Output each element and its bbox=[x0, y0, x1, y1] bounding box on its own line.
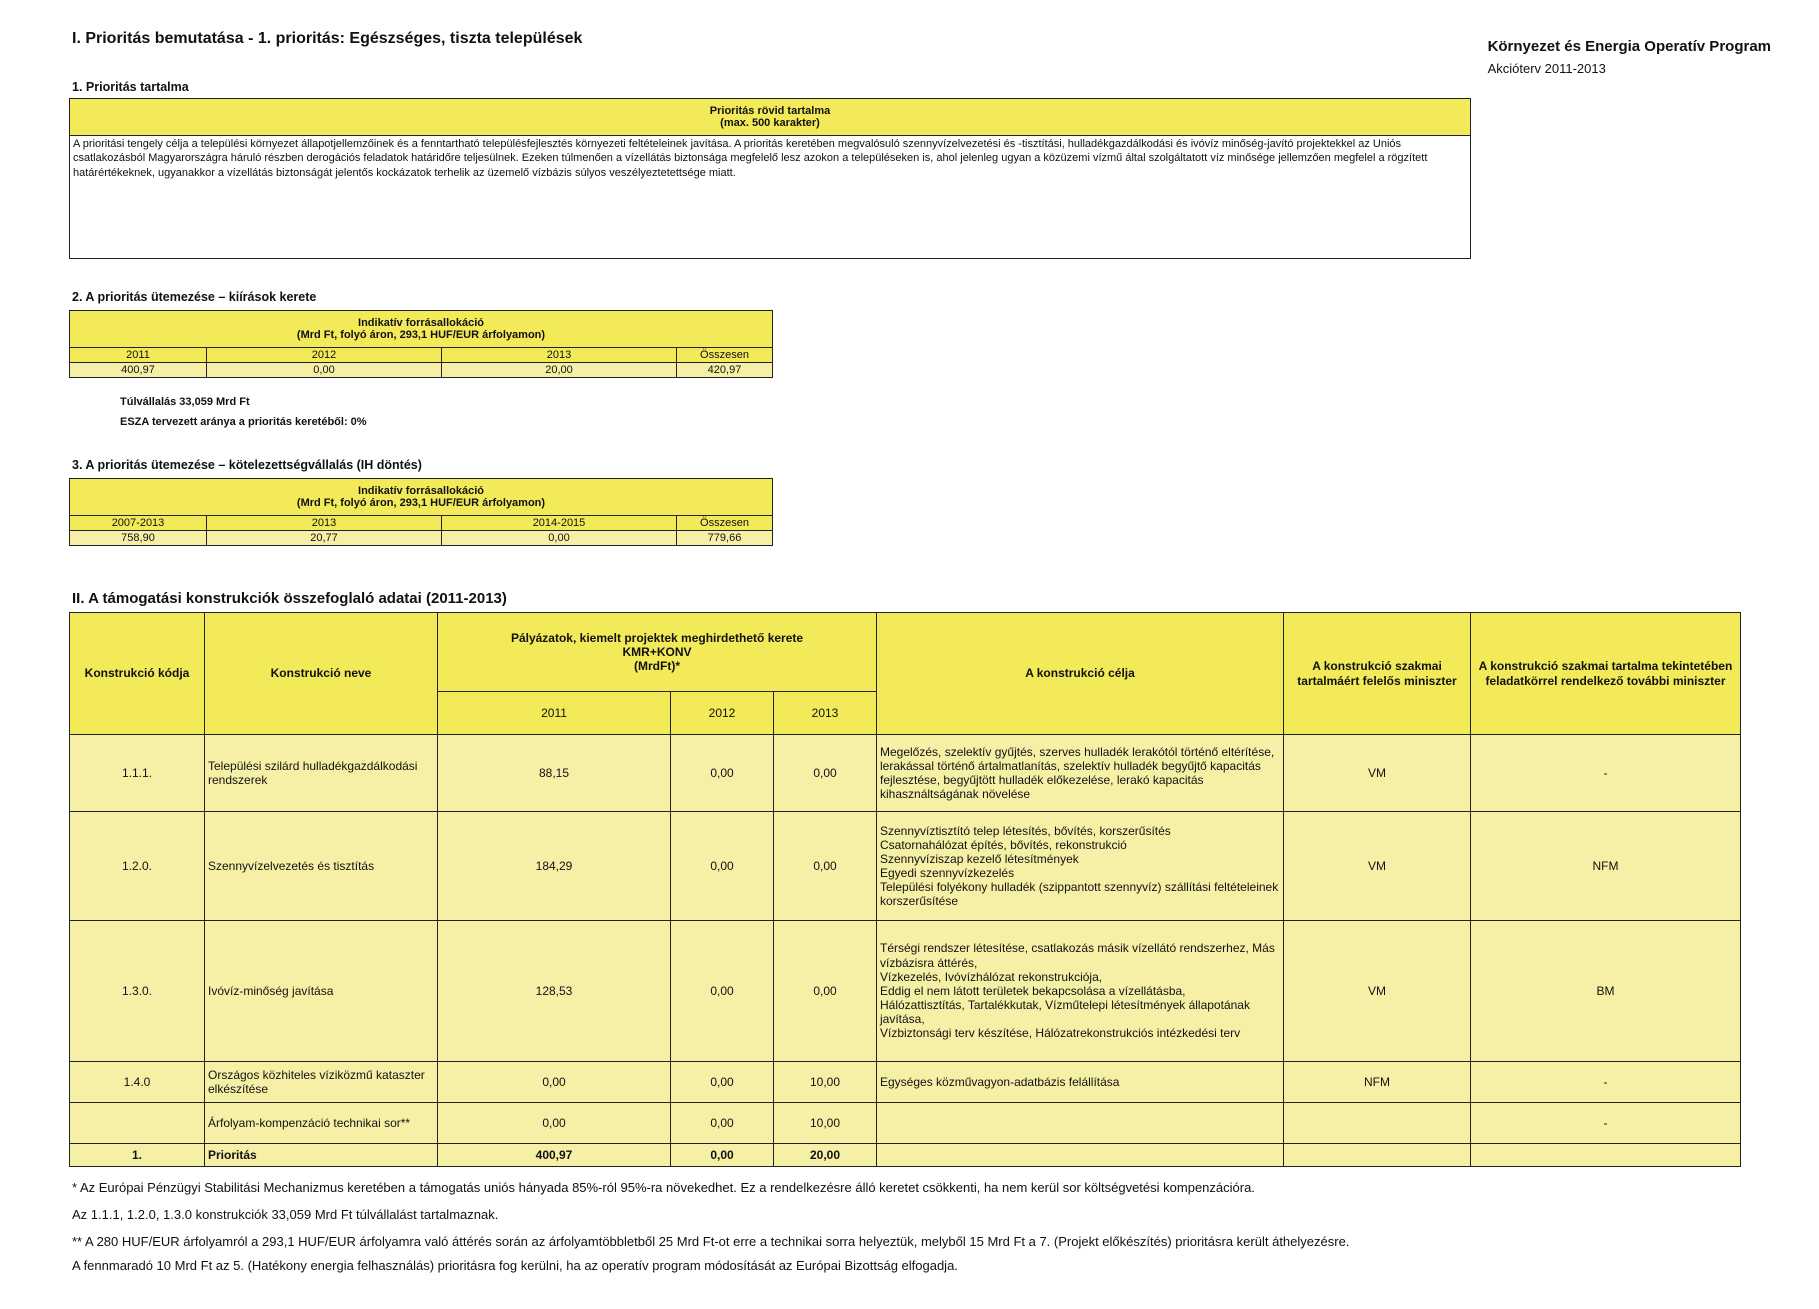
total-empty bbox=[1471, 1144, 1741, 1167]
header-year-2011: 2011 bbox=[438, 692, 671, 735]
value-cell: 420,97 bbox=[677, 363, 773, 378]
row-minister: NFM bbox=[1284, 1062, 1471, 1103]
footnote-3: ** A 280 HUF/EUR árfolyamról a 293,1 HUF/EUR árfolyamra való áttérés során az árfolyamtöbbletből 25 Mrd Ft-ot erre a technikai sorra helyeztük, melyből 15 Mrd Ft a 7. (Projekt előkészítés) prioritásra került áthelyezésre. bbox=[72, 1234, 1350, 1249]
row-other-minister: - bbox=[1471, 1103, 1741, 1144]
plan-name: Akcióterv 2011-2013 bbox=[1487, 61, 1606, 76]
row-minister: VM bbox=[1284, 812, 1471, 921]
row-minister bbox=[1284, 1103, 1471, 1144]
row-2013: 10,00 bbox=[774, 1062, 877, 1103]
footnote-2: Az 1.1.1, 1.2.0, 1.3.0 konstrukciók 33,059 Mrd Ft túlvállalást tartalmaznak. bbox=[72, 1207, 499, 1222]
total-empty bbox=[877, 1144, 1284, 1167]
schedule-calls-header-1: Indikatív forrásallokáció bbox=[358, 317, 484, 329]
value-cell: 758,90 bbox=[70, 531, 207, 546]
header-year-2013: 2013 bbox=[774, 692, 877, 735]
header-year-2012: 2012 bbox=[671, 692, 774, 735]
col-header: 2013 bbox=[207, 516, 442, 531]
value-cell: 20,00 bbox=[442, 363, 677, 378]
section4-title: II. A támogatási konstrukciók összefoglaló adatai (2011-2013) bbox=[72, 590, 507, 607]
schedule-commitment-header bbox=[70, 479, 773, 516]
row-2013: 0,00 bbox=[774, 812, 877, 921]
row-2011: 88,15 bbox=[438, 735, 671, 812]
row-code: 1.1.1. bbox=[70, 735, 205, 812]
total-name: Prioritás bbox=[205, 1144, 438, 1167]
table-row bbox=[70, 1062, 1741, 1103]
program-name: Környezet és Energia Operatív Program bbox=[1487, 38, 1771, 55]
priority-content-text: A prioritási tengely célja a települési környezet állapotjellemzőinek és a fenntartható településfejlesztés környezeti feltételeinek javítása. A prioritás keretében megvalósuló szennyvízelvezetési és -tisztítási, hulladékgazdálkodási és ivóvíz minőség-javító projektekkel az Uniós csatlakozásból Magyarországra háruló részben derogációs feladatok határidőre teljesülnek. Ezeken túlmenően a vízellátás biztonsága megfelelő lesz azokon a településeken is, ahol jelenleg ugyan a közüzemi vízmű által szolgáltatott víz minősége jellemzően megfelel a rögzített határértékeknek, ugyanakkor a vízellátás biztonságát jelentős kockázatok terhelik az üzemelő vízbázis súlyos veszélyeztetettsége miatt. bbox=[70, 136, 1471, 259]
row-name: Ivóvíz-minőség javítása bbox=[205, 921, 438, 1062]
total-2013: 20,00 bbox=[774, 1144, 877, 1167]
row-code: 1.4.0 bbox=[70, 1062, 205, 1103]
row-name: Szennyvízelvezetés és tisztítás bbox=[205, 812, 438, 921]
value-cell: 20,77 bbox=[207, 531, 442, 546]
header-frame-3: (MrdFt)* bbox=[634, 659, 680, 674]
row-2012: 0,00 bbox=[671, 812, 774, 921]
table-row bbox=[70, 735, 1741, 812]
schedule-calls-header-2: (Mrd Ft, folyó áron, 293,1 HUF/EUR árfolyamon) bbox=[296, 329, 546, 341]
row-minister: VM bbox=[1284, 735, 1471, 812]
col-header: 2007-2013 bbox=[70, 516, 207, 531]
section2-title: 2. A prioritás ütemezése – kiírások kerete bbox=[72, 290, 317, 304]
row-name: Országos közhiteles víziközmű kataszter elkészítése bbox=[205, 1062, 438, 1103]
total-empty bbox=[1284, 1144, 1471, 1167]
document-header bbox=[1488, 38, 1771, 76]
header-name: Konstrukció neve bbox=[205, 613, 438, 735]
schedule-commitment-header-2: (Mrd Ft, folyó áron, 293,1 HUF/EUR árfolyamon) bbox=[296, 497, 546, 509]
row-other-minister: NFM bbox=[1471, 812, 1741, 921]
header-other-minister: A konstrukció szakmai tartalma tekintetében feladatkörrel rendelkező további miniszter bbox=[1471, 613, 1741, 735]
table-row bbox=[70, 812, 1741, 921]
row-other-minister: - bbox=[1471, 735, 1741, 812]
value-cell: 0,00 bbox=[207, 363, 442, 378]
footnote-1: * Az Európai Pénzügyi Stabilitási Mechanizmus keretében a támogatás uniós hányada 85%-ról 95%-ra növekedhet. Ez a rendelkezésre álló keretet csökkenti, ha nem kerül sor költségvetési kompenzációra. bbox=[72, 1180, 1255, 1195]
total-2011: 400,97 bbox=[438, 1144, 671, 1167]
schedule-commitment-header-1: Indikatív forrásallokáció bbox=[358, 485, 484, 497]
overcommitment-note: Túlvállalás 33,059 Mrd Ft bbox=[120, 396, 250, 408]
col-header: 2014-2015 bbox=[442, 516, 677, 531]
header-frame-2: KMR+KONV bbox=[622, 644, 692, 659]
row-2012: 0,00 bbox=[671, 735, 774, 812]
header-code: Konstrukció kódja bbox=[70, 613, 205, 735]
row-code: 1.3.0. bbox=[70, 921, 205, 1062]
row-goal bbox=[877, 1103, 1284, 1144]
col-header: 2013 bbox=[442, 348, 677, 363]
schedule-commitment-table bbox=[69, 478, 773, 546]
esza-note: ESZA tervezett aránya a prioritás keretéből: 0% bbox=[120, 416, 367, 428]
row-2012: 0,00 bbox=[671, 921, 774, 1062]
table-row bbox=[70, 921, 1741, 1062]
schedule-calls-table bbox=[69, 310, 773, 378]
constructions-table bbox=[69, 612, 1741, 1167]
priority-content-table bbox=[69, 98, 1471, 259]
footnote-4: A fennmaradó 10 Mrd Ft az 5. (Hatékony energia felhasználás) prioritásra fog kerülni, ha az operatív program módosítását az Európai Bizottság elfogadja. bbox=[72, 1258, 958, 1273]
page-title: I. Prioritás bemutatása - 1. prioritás: Egészséges, tiszta települések bbox=[72, 30, 583, 47]
section1-title: 1. Prioritás tartalma bbox=[72, 80, 189, 94]
total-code: 1. bbox=[70, 1144, 205, 1167]
col-header: Összesen bbox=[677, 348, 773, 363]
row-name: Települési szilárd hulladékgazdálkodási rendszerek bbox=[205, 735, 438, 812]
row-code bbox=[70, 1103, 205, 1144]
header-minister: A konstrukció szakmai tartalmáért felelős miniszter bbox=[1284, 613, 1471, 735]
row-2011: 128,53 bbox=[438, 921, 671, 1062]
row-2011: 184,29 bbox=[438, 812, 671, 921]
row-minister: VM bbox=[1284, 921, 1471, 1062]
schedule-calls-header bbox=[70, 311, 773, 348]
header-frame-1: Pályázatok, kiemelt projektek meghirdethető kerete bbox=[510, 630, 804, 645]
row-2011: 0,00 bbox=[438, 1062, 671, 1103]
priority-content-header-1: Prioritás rövid tartalma bbox=[709, 105, 831, 117]
row-other-minister: BM bbox=[1471, 921, 1741, 1062]
row-2012: 0,00 bbox=[671, 1103, 774, 1144]
row-goal: Egységes közművagyon-adatbázis felállítása bbox=[877, 1062, 1284, 1103]
row-2011: 0,00 bbox=[438, 1103, 671, 1144]
header-frame bbox=[438, 613, 877, 692]
row-2013: 10,00 bbox=[774, 1103, 877, 1144]
table-row bbox=[70, 1103, 1741, 1144]
value-cell: 400,97 bbox=[70, 363, 207, 378]
row-2012: 0,00 bbox=[671, 1062, 774, 1103]
priority-content-header-2: (max. 500 karakter) bbox=[720, 117, 820, 129]
row-2013: 0,00 bbox=[774, 921, 877, 1062]
row-2013: 0,00 bbox=[774, 735, 877, 812]
value-cell: 0,00 bbox=[442, 531, 677, 546]
row-other-minister: - bbox=[1471, 1062, 1741, 1103]
total-row bbox=[70, 1144, 1741, 1167]
row-goal: Szennyvíztisztító telep létesítés, bővítés, korszerűsítés Csatornahálózat építés, bővítés, rekonstrukció Szennyvíziszap kezelő létesítmények Egyedi szennyvízkezelés Települési folyékony hulladék (szippantott szennyvíz) szállítási feltételeinek korszerűsítése bbox=[877, 812, 1284, 921]
value-cell: 779,66 bbox=[677, 531, 773, 546]
total-2012: 0,00 bbox=[671, 1144, 774, 1167]
row-name: Árfolyam-kompenzáció technikai sor** bbox=[205, 1103, 438, 1144]
section3-title: 3. A prioritás ütemezése – kötelezettségvállalás (IH döntés) bbox=[72, 458, 422, 472]
row-goal: Térségi rendszer létesítése, csatlakozás másik vízellátó rendszerhez, Más vízbázisra áttérés, Vízkezelés, Ivóvízhálózat rekonstrukciója, Eddig el nem látott területek bekapcsolása a vízellátásba, Hálózattisztítás, Tartalékkutak, Vízműtelepi létesítmények állapotának javítása, Vízbiztonsági terv készítése, Hálózatrekonstrukciós intézkedési terv bbox=[877, 921, 1284, 1062]
priority-content-header bbox=[70, 99, 1471, 136]
col-header: Összesen bbox=[677, 516, 773, 531]
col-header: 2012 bbox=[207, 348, 442, 363]
col-header: 2011 bbox=[70, 348, 207, 363]
row-goal: Megelőzés, szelektív gyűjtés, szerves hulladék lerakótól történő eltérítése, lerakással történő ártalmatlanítás, szelektív hulladék begyűjtő kapacitás fejlesztése, begyűjtött hulladék előkezelése, lerakó kapacitás kihasználtságának növelése bbox=[877, 735, 1284, 812]
row-code: 1.2.0. bbox=[70, 812, 205, 921]
header-goal: A konstrukció célja bbox=[877, 613, 1284, 735]
